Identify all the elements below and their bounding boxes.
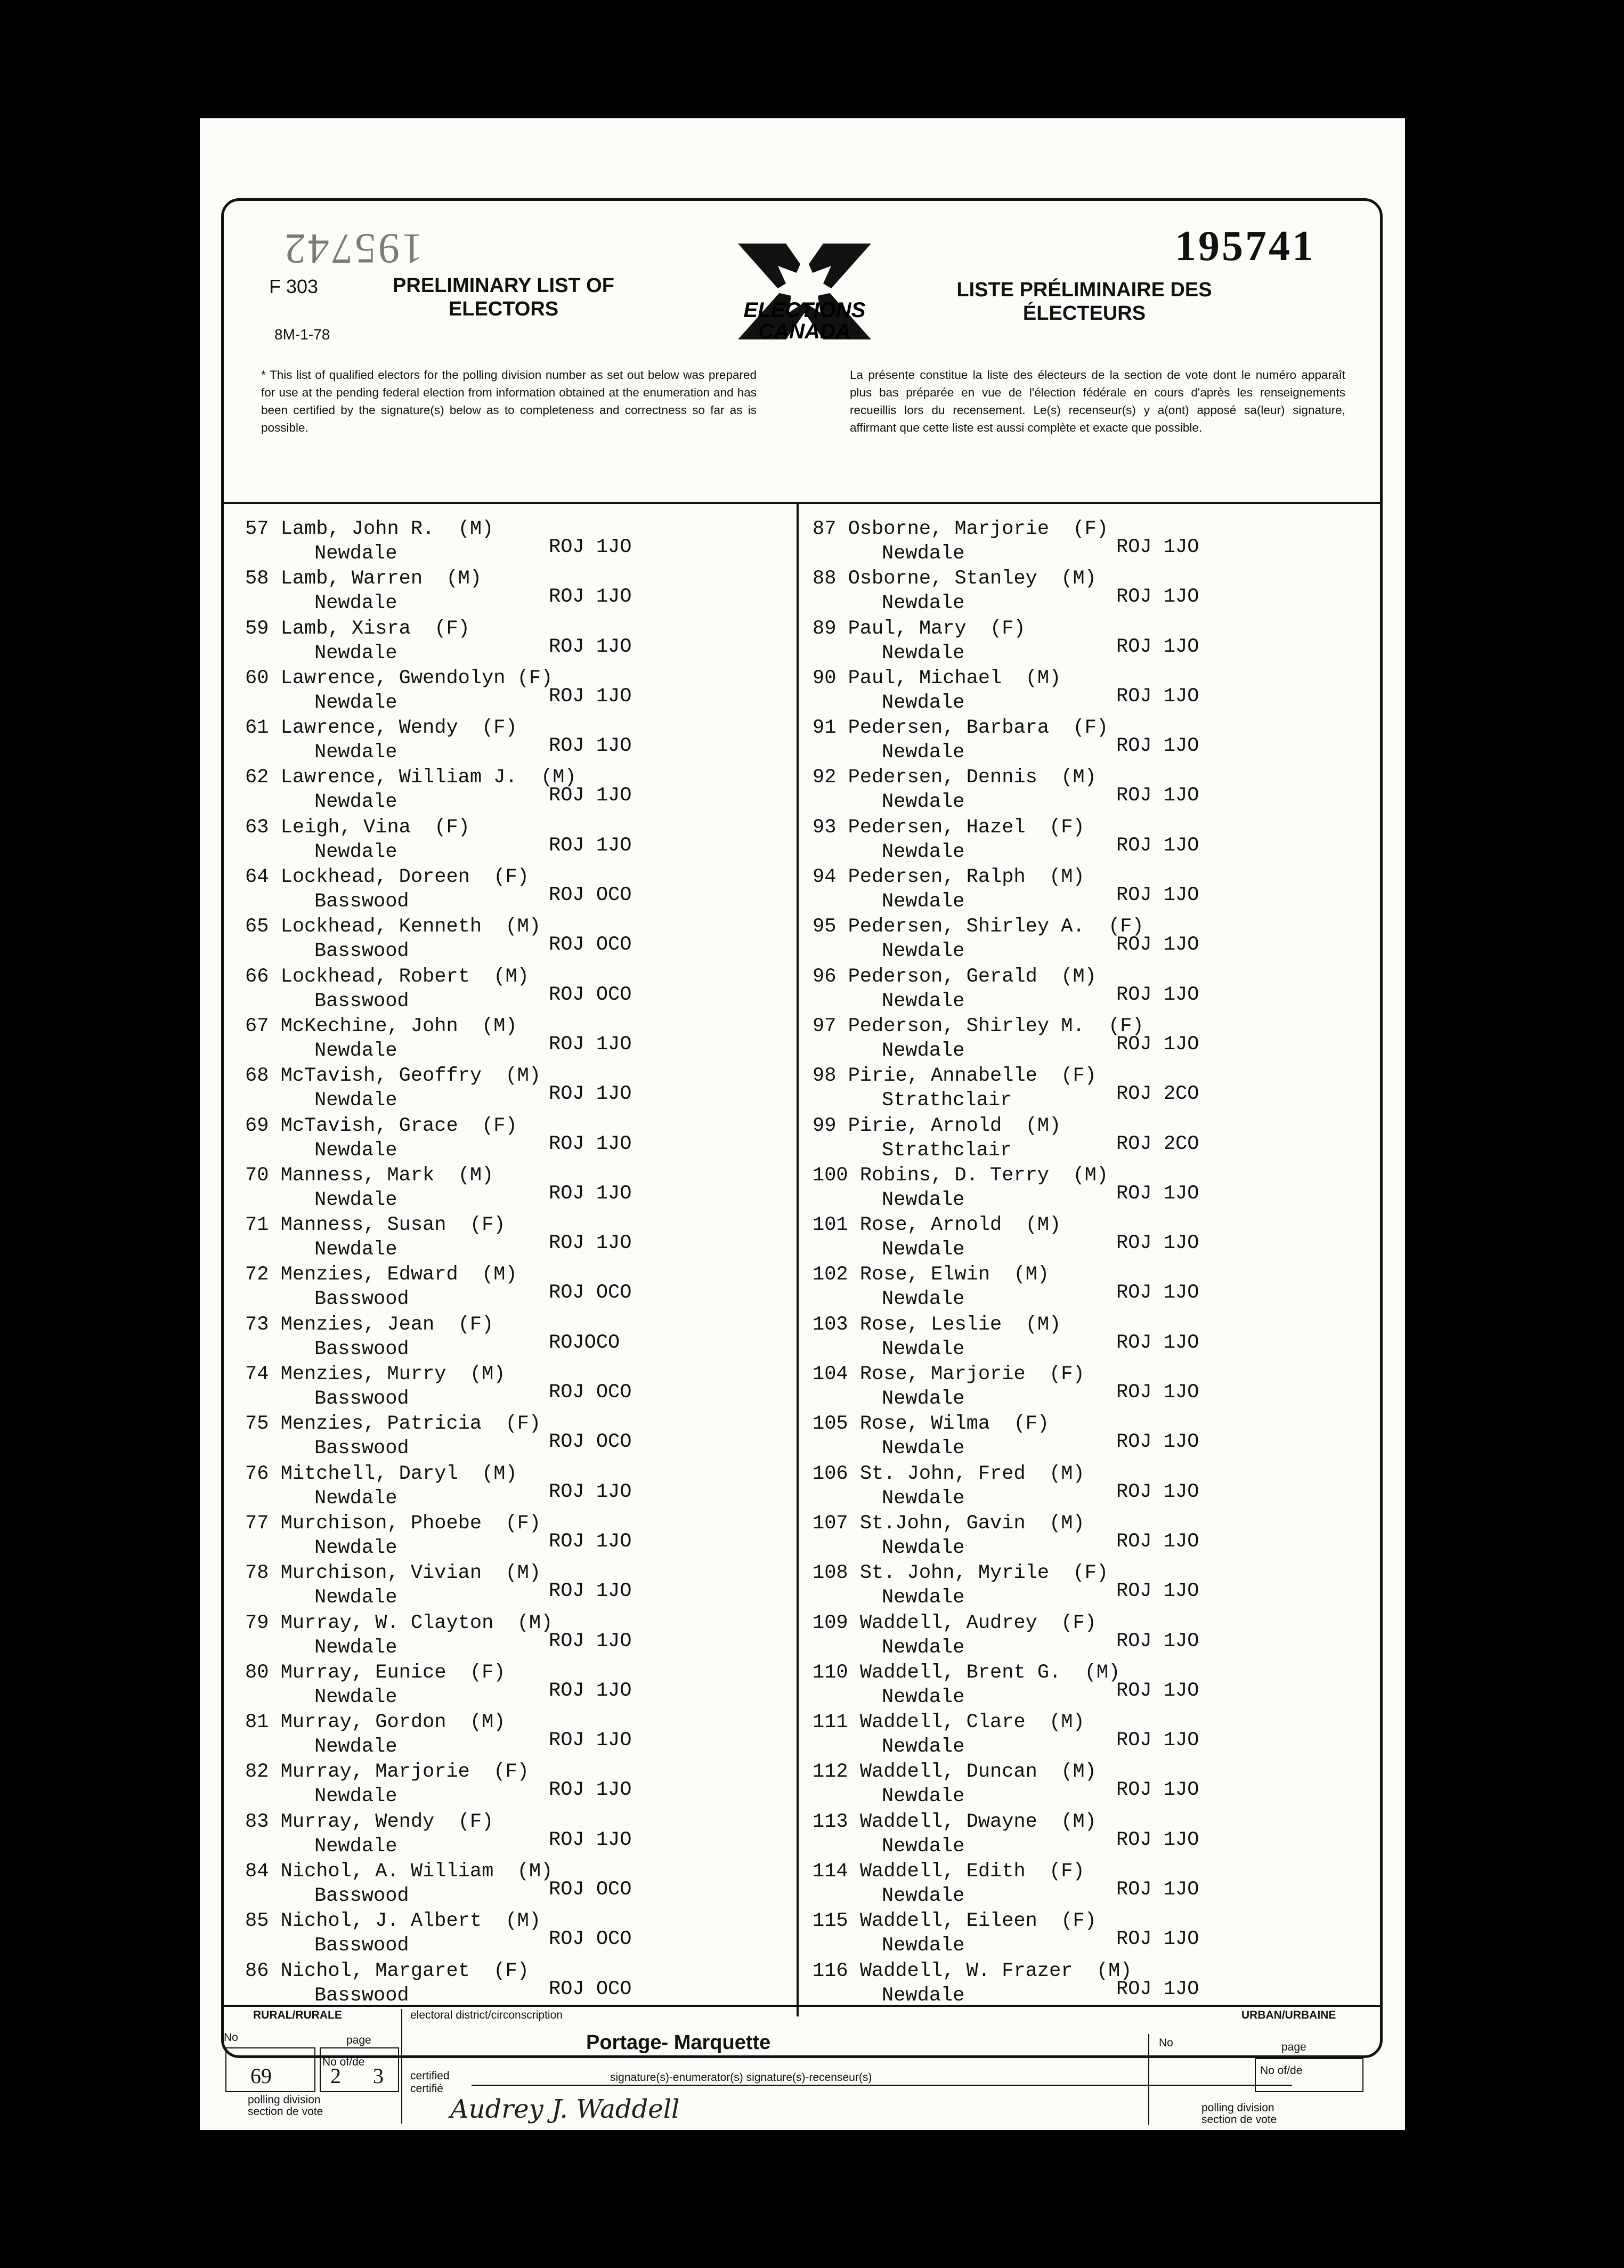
elector-name: 113 Waddell, Dwayne (M) — [813, 1810, 1097, 1833]
footer-vertical-rule — [401, 2009, 402, 2124]
elector-entry — [245, 1214, 805, 1263]
elector-postal-code: ROJ 1JO — [549, 685, 632, 708]
elector-locality: Newdale — [314, 791, 397, 814]
elector-locality: Newdale — [882, 1686, 965, 1708]
electors-list-right — [813, 518, 1372, 2010]
elector-entry — [245, 766, 805, 816]
elector-postal-code: ROJ 1JO — [1116, 1928, 1199, 1951]
elector-name: 114 Waddell, Edith (F) — [813, 1860, 1085, 1883]
document-sheet — [200, 118, 1405, 2130]
elector-entry — [813, 518, 1372, 568]
urban-page-label: page — [1281, 2041, 1306, 2053]
elector-postal-code: ROJ 1JO — [549, 1232, 632, 1255]
elector-entry — [813, 1761, 1372, 1810]
rural-page-label: page — [346, 2034, 371, 2046]
elector-entry — [813, 966, 1372, 1015]
elector-name: 89 Paul, Mary (F) — [813, 617, 1026, 640]
elector-entry — [245, 1164, 805, 1214]
elector-postal-code: ROJ 1JO — [549, 1729, 632, 1752]
elector-postal-code: ROJ 1JO — [549, 1580, 632, 1603]
elector-locality: Newdale — [314, 1835, 397, 1858]
elector-entry — [813, 568, 1372, 617]
elector-postal-code: ROJ 1JO — [1116, 1580, 1199, 1603]
elector-name: 75 Menzies, Patricia (F) — [245, 1413, 541, 1436]
elector-entry — [245, 717, 805, 766]
elector-postal-code: ROJ 1JO — [1116, 1530, 1199, 1553]
elector-name: 115 Waddell, Eileen (F) — [813, 1910, 1097, 1933]
urban-no-label: No — [1159, 2037, 1173, 2049]
elector-entry — [245, 1562, 805, 1611]
elector-entry — [813, 1314, 1372, 1363]
logo-text — [725, 299, 884, 342]
rural-label: RURAL/RURALE — [253, 2009, 342, 2021]
elector-entry — [245, 1711, 805, 1761]
elector-locality: Newdale — [882, 1039, 965, 1062]
elector-entry — [813, 1860, 1372, 1910]
elector-locality: Newdale — [882, 1736, 965, 1759]
elector-name: 68 McTavish, Geoffry (M) — [245, 1065, 541, 1088]
elector-entry — [245, 1860, 805, 1910]
serial-number: 195741 — [1175, 223, 1316, 270]
title-french-line2: ÉLECTEURS — [1022, 302, 1146, 325]
elector-entry — [813, 1562, 1372, 1611]
elector-locality: Newdale — [882, 990, 965, 1013]
elector-name: 65 Lockhead, Kenneth (M) — [245, 916, 541, 938]
elector-postal-code: ROJ 1JO — [1116, 1630, 1199, 1653]
elector-postal-code: ROJ 1JO — [549, 1779, 632, 1802]
elector-locality: Strathclair — [882, 1089, 1012, 1112]
elector-postal-code: ROJ 1JO — [1116, 1480, 1199, 1503]
district-label: electoral district/circonscription — [410, 2009, 563, 2021]
polling-division-label-left: polling division section de vote — [248, 2094, 323, 2118]
elector-locality: Basswood — [314, 940, 409, 963]
title-english-line1: PRELIMINARY LIST OF — [393, 274, 614, 297]
elector-entry — [813, 1811, 1372, 1860]
elector-entry — [813, 1960, 1372, 2010]
elector-postal-code: ROJ OCO — [549, 884, 632, 907]
elector-entry — [813, 866, 1372, 916]
elector-entry — [813, 618, 1372, 667]
urban-label: URBAN/URBAINE — [1241, 2009, 1336, 2021]
elector-name: 87 Osborne, Marjorie (F) — [813, 518, 1109, 540]
elector-name: 69 McTavish, Grace (F) — [245, 1114, 517, 1137]
elector-entry — [245, 1263, 805, 1313]
elector-postal-code: ROJ 1JO — [1116, 1779, 1199, 1802]
elector-postal-code: ROJ 1JO — [1116, 1978, 1199, 2000]
elector-locality: Newdale — [882, 1238, 965, 1261]
elector-locality: Basswood — [314, 1984, 409, 2007]
elector-name: 70 Manness, Mark (M) — [245, 1164, 494, 1187]
enumerator-signature: Audrey J. Waddell — [450, 2094, 680, 2124]
elector-locality: Newdale — [314, 1536, 397, 1559]
elector-locality: Newdale — [314, 1089, 397, 1112]
elector-locality: Newdale — [882, 1785, 965, 1808]
elector-name: 76 Mitchell, Daryl (M) — [245, 1462, 517, 1485]
elector-locality: Newdale — [882, 1437, 965, 1460]
elector-postal-code: ROJ 1JO — [1116, 1182, 1199, 1205]
elector-postal-code: ROJ 1JO — [1116, 983, 1199, 1006]
title-english — [381, 274, 626, 321]
elector-entry — [245, 568, 805, 617]
elector-entry — [813, 1164, 1372, 1214]
elector-postal-code: ROJ 1JO — [1116, 536, 1199, 558]
elector-locality: Newdale — [882, 1984, 965, 2007]
elector-entry — [813, 1263, 1372, 1313]
elector-entry — [813, 816, 1372, 866]
elector-locality: Newdale — [882, 642, 965, 665]
elector-entry — [813, 1612, 1372, 1662]
elector-name: 107 St.John, Gavin (M) — [813, 1512, 1085, 1535]
elector-postal-code: ROJ 1JO — [549, 1182, 632, 1205]
form-number: F 303 — [269, 276, 319, 297]
elector-entry — [245, 966, 805, 1015]
elector-entry — [245, 1065, 805, 1114]
elector-locality: Newdale — [314, 1636, 397, 1659]
elector-locality: Newdale — [314, 1238, 397, 1261]
elector-locality: Newdale — [314, 1736, 397, 1759]
elector-name: 93 Pedersen, Hazel (F) — [813, 816, 1085, 839]
elector-postal-code: ROJ 1JO — [1116, 1033, 1199, 1056]
elector-postal-code: ROJ 2CO — [1116, 1132, 1199, 1155]
elector-locality: Newdale — [882, 1885, 965, 1908]
elector-locality: Newdale — [314, 1487, 397, 1510]
elector-name: 78 Murchison, Vivian (M) — [245, 1562, 541, 1585]
elector-postal-code: ROJ OCO — [549, 1928, 632, 1951]
elector-locality: Newdale — [882, 890, 965, 913]
title-french — [935, 278, 1233, 325]
elector-name: 105 Rose, Wilma (F) — [813, 1413, 1050, 1436]
elector-postal-code: ROJ 1JO — [1116, 1828, 1199, 1851]
elector-name: 92 Pedersen, Dennis (M) — [813, 766, 1097, 789]
elector-entry — [245, 618, 805, 667]
elector-entry — [813, 1015, 1372, 1065]
elector-locality: Newdale — [314, 741, 397, 764]
elector-entry — [245, 1015, 805, 1065]
elector-name: 102 Rose, Elwin (M) — [813, 1263, 1050, 1286]
elector-locality: Newdale — [882, 1636, 965, 1659]
elector-name: 111 Waddell, Clare (M) — [813, 1711, 1085, 1734]
elector-locality: Newdale — [882, 741, 965, 764]
elector-name: 80 Murray, Eunice (F) — [245, 1661, 506, 1684]
elector-postal-code: ROJ 1JO — [549, 1132, 632, 1155]
elector-entry — [245, 1512, 805, 1562]
intro-english: * This list of qualified electors for the polling division number as set out below was prepared for use at the pending federal election from information obtained at the enumeration and has been certified by the signature(s) below as to completeness and correctness so far as is possible. — [261, 368, 757, 434]
elector-locality: Newdale — [882, 1388, 965, 1411]
polling-division-label-right: polling division section de vote — [1201, 2102, 1277, 2126]
certified-label: certified certifié — [410, 2070, 450, 2095]
elector-name: 83 Murray, Wendy (F) — [245, 1810, 494, 1833]
elector-postal-code: ROJ 1JO — [1116, 784, 1199, 807]
elector-name: 63 Leigh, Vina (F) — [245, 816, 470, 839]
urban-vertical-rule — [1148, 2034, 1149, 2125]
page-number: 2 — [330, 2064, 341, 2088]
rural-no-label: No — [224, 2031, 238, 2044]
elector-postal-code: ROJ 1JO — [549, 586, 632, 609]
elector-postal-code: ROJ 1JO — [1116, 685, 1199, 708]
elector-postal-code: ROJ OCO — [549, 934, 632, 957]
elector-entry — [245, 667, 805, 717]
elector-entry — [813, 717, 1372, 766]
elector-locality: Strathclair — [882, 1139, 1012, 1162]
elector-entry — [245, 1463, 805, 1512]
elector-name: 57 Lamb, John R. (M) — [245, 518, 494, 540]
elector-name: 85 Nichol, J. Albert (M) — [245, 1910, 541, 1933]
elector-entry — [813, 766, 1372, 816]
elector-name: 94 Pedersen, Ralph (M) — [813, 866, 1085, 889]
urban-page-box — [1255, 2058, 1363, 2092]
elector-postal-code: ROJ 1JO — [549, 735, 632, 758]
elector-entry — [813, 1363, 1372, 1413]
page-total: 3 — [373, 2064, 384, 2088]
elector-locality: Basswood — [314, 1338, 409, 1360]
elector-entry — [813, 1662, 1372, 1711]
elector-name: 79 Murray, W. Clayton (M) — [245, 1611, 553, 1634]
elector-postal-code: ROJ 1JO — [1116, 884, 1199, 907]
elector-postal-code: ROJ 1JO — [1116, 635, 1199, 658]
elector-locality: Newdale — [882, 1586, 965, 1609]
elector-name: 106 St. John, Fred (M) — [813, 1462, 1085, 1485]
elector-postal-code: ROJ 1JO — [1116, 735, 1199, 758]
elector-name: 101 Rose, Arnold (M) — [813, 1214, 1061, 1237]
elector-entry — [245, 1761, 805, 1810]
elector-locality: Newdale — [882, 840, 965, 863]
rural-no-of-label: No of/de — [322, 2056, 365, 2068]
electors-list-left — [245, 518, 805, 2010]
elector-locality: Newdale — [314, 1785, 397, 1808]
elector-entry — [245, 518, 805, 568]
elector-locality: Newdale — [882, 940, 965, 963]
elector-name: 64 Lockhead, Doreen (F) — [245, 866, 529, 889]
elector-postal-code: ROJ 1JO — [1116, 1331, 1199, 1354]
elector-name: 82 Murray, Marjorie (F) — [245, 1761, 529, 1784]
elector-name: 73 Menzies, Jean (F) — [245, 1313, 494, 1336]
electoral-district: Portage- Marquette — [586, 2031, 771, 2054]
elector-postal-code: ROJ 1JO — [1116, 1431, 1199, 1454]
elector-locality: Newdale — [882, 791, 965, 814]
elector-entry — [813, 667, 1372, 717]
elector-name: 66 Lockhead, Robert (M) — [245, 965, 529, 988]
elector-name: 84 Nichol, A. William (M) — [245, 1860, 553, 1883]
serial-number-mirrored: 195742 — [282, 225, 423, 272]
elector-locality: Basswood — [314, 990, 409, 1013]
elector-name: 95 Pedersen, Shirley A. (F) — [813, 916, 1144, 938]
elector-locality: Newdale — [314, 1586, 397, 1609]
elector-postal-code: ROJ 1JO — [1116, 1729, 1199, 1752]
elector-locality: Newdale — [314, 1686, 397, 1708]
intro-french: La présente constitue la liste des électeurs de la section de vote dont le numéro apparaît plus bas préparée en vue de l'élection fédérale en cours d'après les renseignements recueillis lors du recensement. Le(s) recenseur(s) y a(ont) apposé sa(leur) signature, affirmant que cette liste est aussi complète et exacte que possible. — [850, 368, 1345, 434]
elector-locality: Newdale — [882, 1536, 965, 1559]
elector-postal-code: ROJ 1JO — [549, 1083, 632, 1106]
urban-no-of-label: No of/de — [1260, 2064, 1303, 2077]
elector-name: 61 Lawrence, Wendy (F) — [245, 717, 517, 740]
elector-entry — [245, 1115, 805, 1164]
elector-locality: Basswood — [314, 1437, 409, 1460]
elector-name: 109 Waddell, Audrey (F) — [813, 1611, 1097, 1634]
elector-name: 59 Lamb, Xisra (F) — [245, 617, 470, 640]
elector-name: 97 Pederson, Shirley M. (F) — [813, 1015, 1144, 1038]
elector-postal-code: ROJ 1JO — [1116, 1282, 1199, 1305]
elector-name: 91 Pedersen, Barbara (F) — [813, 717, 1109, 740]
elector-postal-code: ROJ 1JO — [549, 1679, 632, 1702]
elector-name: 108 St. John, Myrile (F) — [813, 1562, 1109, 1585]
elector-name: 96 Pederson, Gerald (M) — [813, 965, 1097, 988]
elector-entry — [245, 1363, 805, 1413]
elector-postal-code: ROJ OCO — [549, 1878, 632, 1901]
elector-locality: Newdale — [882, 592, 965, 615]
elector-entry — [245, 866, 805, 916]
elector-locality: Newdale — [882, 1487, 965, 1510]
elector-locality: Newdale — [314, 1139, 397, 1162]
elector-locality: Newdale — [882, 1288, 965, 1311]
elector-postal-code: ROJ 1JO — [549, 834, 632, 857]
form-date: 8M-1-78 — [274, 326, 330, 343]
elector-postal-code: ROJ 2CO — [1116, 1083, 1199, 1106]
elector-locality: Newdale — [882, 542, 965, 565]
logo-text-line1: ELECTIONS — [743, 298, 866, 322]
elector-locality: Newdale — [314, 642, 397, 665]
elector-name: 71 Manness, Susan (F) — [245, 1214, 506, 1237]
header-divider — [224, 502, 1381, 504]
elector-postal-code: ROJOCO — [549, 1331, 620, 1354]
elector-postal-code: ROJ OCO — [549, 1282, 632, 1305]
elector-name: 74 Menzies, Murry (M) — [245, 1363, 506, 1386]
elector-entry — [813, 1413, 1372, 1462]
elector-entry — [813, 1910, 1372, 1959]
elector-postal-code: ROJ 1JO — [549, 1630, 632, 1653]
elector-name: 62 Lawrence, William J. (M) — [245, 766, 576, 789]
elector-locality: Newdale — [314, 542, 397, 565]
title-english-line2: ELECTORS — [448, 298, 559, 320]
elector-postal-code: ROJ 1JO — [1116, 1381, 1199, 1404]
elector-entry — [813, 1214, 1372, 1263]
elector-locality: Newdale — [882, 691, 965, 714]
elector-name: 60 Lawrence, Gwendolyn (F) — [245, 667, 553, 690]
elector-entry — [245, 1314, 805, 1363]
elector-locality: Basswood — [314, 1934, 409, 1957]
elector-postal-code: ROJ 1JO — [1116, 1878, 1199, 1901]
elector-name: 99 Pirie, Arnold (M) — [813, 1114, 1061, 1137]
elector-entry — [245, 1662, 805, 1711]
elector-name: 98 Pirie, Annabelle (F) — [813, 1065, 1097, 1088]
elector-entry — [813, 1065, 1372, 1114]
elector-postal-code: ROJ OCO — [549, 1431, 632, 1454]
elector-name: 86 Nichol, Margaret (F) — [245, 1959, 529, 1982]
elector-locality: Newdale — [314, 840, 397, 863]
elector-postal-code: ROJ OCO — [549, 1381, 632, 1404]
elector-postal-code: ROJ 1JO — [549, 784, 632, 807]
elector-entry — [813, 1711, 1372, 1761]
elector-postal-code: ROJ 1JO — [1116, 1232, 1199, 1255]
elector-locality: Basswood — [314, 1885, 409, 1908]
elector-entry — [245, 1910, 805, 1959]
elector-entry — [245, 1811, 805, 1860]
elector-locality: Basswood — [314, 1388, 409, 1411]
elector-postal-code: ROJ 1JO — [549, 1033, 632, 1056]
polling-division-number: 69 — [250, 2064, 272, 2088]
elector-postal-code: ROJ OCO — [549, 983, 632, 1006]
elector-locality: Newdale — [314, 1188, 397, 1211]
elector-postal-code: ROJ 1JO — [549, 536, 632, 558]
elector-name: 81 Murray, Gordon (M) — [245, 1711, 506, 1734]
elector-name: 116 Waddell, W. Frazer (M) — [813, 1959, 1132, 1982]
elector-entry — [245, 1960, 805, 2010]
elector-postal-code: ROJ 1JO — [1116, 1679, 1199, 1702]
elector-entry — [813, 1115, 1372, 1164]
elector-postal-code: ROJ 1JO — [1116, 586, 1199, 609]
elector-name: 88 Osborne, Stanley (M) — [813, 568, 1097, 590]
elector-postal-code: ROJ 1JO — [1116, 934, 1199, 957]
elector-name: 72 Menzies, Edward (M) — [245, 1263, 517, 1286]
elector-name: 58 Lamb, Warren (M) — [245, 568, 482, 590]
elector-postal-code: ROJ 1JO — [549, 1828, 632, 1851]
elector-entry — [245, 1612, 805, 1662]
elector-locality: Newdale — [882, 1934, 965, 1957]
elector-postal-code: ROJ 1JO — [549, 1480, 632, 1503]
elector-postal-code: ROJ 1JO — [1116, 834, 1199, 857]
elector-locality: Newdale — [314, 592, 397, 615]
elector-entry — [245, 916, 805, 965]
footer-divider — [224, 2005, 1381, 2007]
elector-postal-code: ROJ 1JO — [549, 635, 632, 658]
elector-name: 110 Waddell, Brent G. (M) — [813, 1661, 1120, 1684]
elector-locality: Basswood — [314, 890, 409, 913]
elector-entry — [245, 816, 805, 866]
elector-locality: Basswood — [314, 1288, 409, 1311]
elector-name: 104 Rose, Marjorie (F) — [813, 1363, 1085, 1386]
elector-name: 103 Rose, Leslie (M) — [813, 1313, 1061, 1336]
elector-name: 100 Robins, D. Terry (M) — [813, 1164, 1109, 1187]
elector-entry — [245, 1413, 805, 1462]
elector-name: 77 Murchison, Phoebe (F) — [245, 1512, 541, 1535]
elector-locality: Newdale — [314, 1039, 397, 1062]
elector-locality: Newdale — [314, 691, 397, 714]
elector-entry — [813, 916, 1372, 965]
elector-locality: Newdale — [882, 1338, 965, 1360]
signature-line — [472, 2085, 1292, 2086]
logo-text-line2: CANADA — [758, 320, 851, 343]
elector-name: 67 McKechine, John (M) — [245, 1015, 517, 1038]
elector-postal-code: ROJ 1JO — [549, 1530, 632, 1553]
elector-name: 90 Paul, Michael (M) — [813, 667, 1061, 690]
elector-entry — [813, 1512, 1372, 1562]
enumerator-signature-label: signature(s)-enumerator(s) signature(s)-recenseur(s) — [610, 2071, 872, 2084]
elector-postal-code: ROJ OCO — [549, 1978, 632, 2000]
elector-locality: Newdale — [882, 1835, 965, 1858]
elector-name: 112 Waddell, Duncan (M) — [813, 1761, 1097, 1784]
title-french-line1: LISTE PRÉLIMINAIRE DES — [956, 279, 1212, 301]
elector-locality: Newdale — [882, 1188, 965, 1211]
elector-entry — [813, 1463, 1372, 1512]
